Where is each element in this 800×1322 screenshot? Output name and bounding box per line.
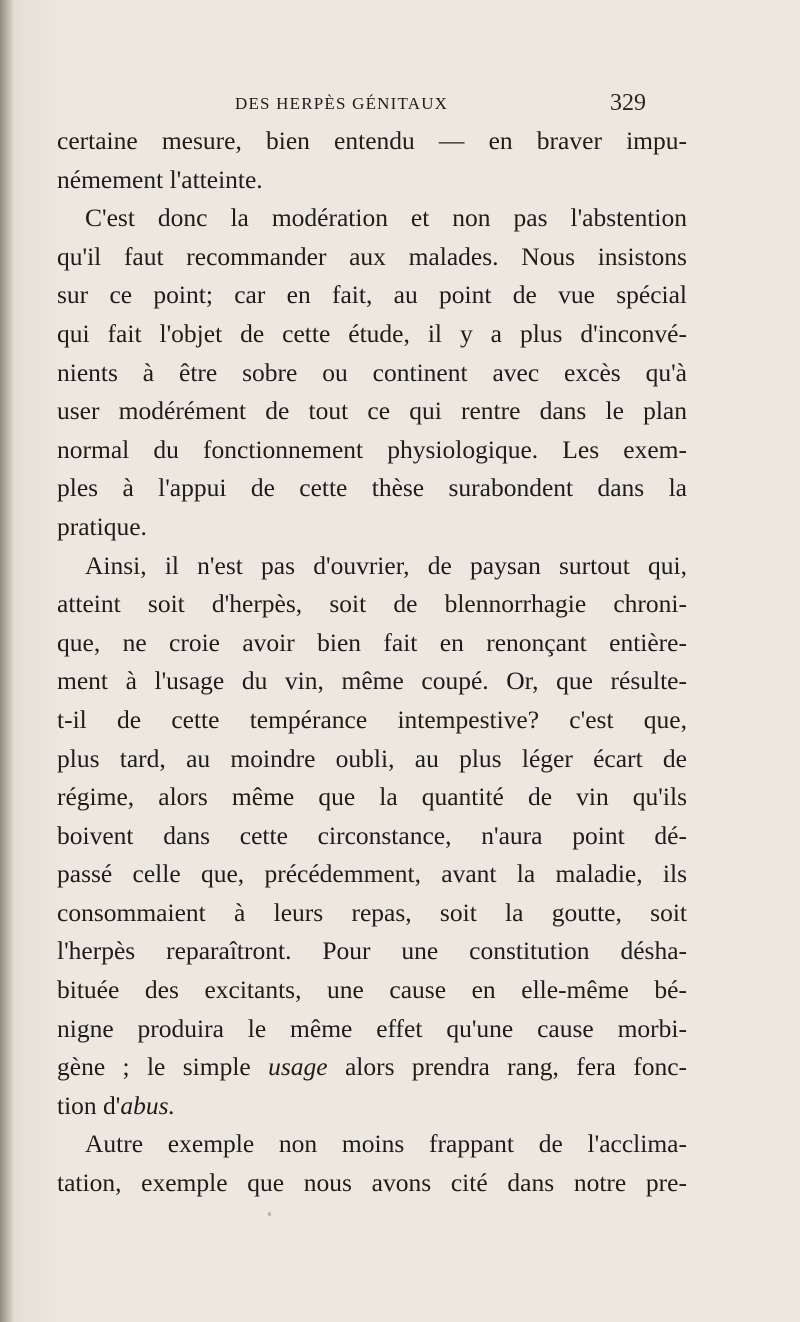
page-number: 329 xyxy=(610,90,646,116)
italic-text: usage xyxy=(268,1052,328,1082)
text-line xyxy=(57,662,687,701)
running-head xyxy=(0,90,800,124)
text-line xyxy=(57,392,687,431)
text-segment: tation, exemple que nous avons cité dans notre pre- xyxy=(57,1168,687,1198)
text-segment: ples à l'appui de cette thèse surabondent dans la xyxy=(57,473,687,503)
italic-text: abus. xyxy=(120,1090,175,1120)
text-line xyxy=(57,778,687,817)
text-segment: t-il de cette tempérance intempestive? c'est que, xyxy=(57,704,687,734)
text-line xyxy=(57,315,687,354)
text-line xyxy=(57,624,687,663)
text-segment: alors prendra rang, fera fonc- xyxy=(327,1052,688,1082)
text-line xyxy=(57,508,687,547)
text-segment: nients à être sobre ou continent avec excès qu'à xyxy=(57,357,687,387)
text-line xyxy=(57,894,687,933)
text-segment: consommaient à leurs repas, soit la goutte, soit xyxy=(57,897,687,927)
text-line xyxy=(57,1125,687,1164)
text-line xyxy=(57,1048,687,1087)
body-text xyxy=(57,122,687,1203)
text-segment: atteint soit d'herpès, soit de blennorrhagie chroni- xyxy=(57,589,687,619)
text-line xyxy=(57,740,687,779)
text-line xyxy=(57,932,687,971)
text-segment: boivent dans cette circonstance, n'aura point dé- xyxy=(57,820,687,850)
text-segment: sur ce point; car en fait, au point de vue spécial xyxy=(57,280,687,310)
text-line xyxy=(57,585,687,624)
text-segment: user modérément de tout ce qui rentre dans le plan xyxy=(57,396,687,426)
text-segment: qu'il faut recommander aux malades. Nous insistons xyxy=(57,241,687,271)
text-line xyxy=(57,817,687,856)
text-line xyxy=(57,469,687,508)
text-segment: l'herpès reparaîtront. Pour une constitution désha- xyxy=(57,936,687,966)
text-segment: C'est donc la modération et non pas l'abstention xyxy=(85,203,687,233)
paper-speck xyxy=(268,1212,271,1216)
text-line xyxy=(57,1087,687,1126)
text-segment: régime, alors même que la quantité de vin qu'ils xyxy=(57,782,687,812)
text-line xyxy=(57,122,687,161)
text-line xyxy=(57,971,687,1010)
text-line xyxy=(57,547,687,586)
text-line xyxy=(57,855,687,894)
text-segment: ment à l'usage du vin, même coupé. Or, que résulte- xyxy=(57,666,687,696)
text-segment: certaine mesure, bien entendu — en braver impu- xyxy=(57,126,687,155)
text-segment: passé celle que, précédemment, avant la maladie, ils xyxy=(57,859,687,889)
text-segment: plus tard, au moindre oubli, au plus léger écart de xyxy=(57,743,687,773)
text-line xyxy=(57,238,687,277)
text-segment: normal du fonctionnement physiologique. Les exem- xyxy=(57,434,687,464)
text-segment: qui fait l'objet de cette étude, il y a plus d'inconvé- xyxy=(57,318,687,348)
text-segment: bituée des excitants, une cause en elle-même bé- xyxy=(57,975,687,1005)
text-segment: gène ; le simple xyxy=(57,1052,269,1082)
text-segment: nigne produira le même effet qu'une cause morbi- xyxy=(57,1013,687,1043)
text-line xyxy=(57,276,687,315)
text-segment: pratique. xyxy=(57,511,147,541)
running-head-title: DES HERPÈS GÉNITAUX xyxy=(235,94,449,113)
text-segment: Autre exemple non moins frappant de l'acclima- xyxy=(85,1129,687,1159)
text-line xyxy=(57,199,687,238)
binding-shadow xyxy=(0,0,14,1322)
text-segment: tion d' xyxy=(57,1090,121,1120)
text-line xyxy=(57,701,687,740)
text-line xyxy=(57,161,687,200)
text-segment: Ainsi, il n'est pas d'ouvrier, de paysan surtout qui, xyxy=(85,550,687,580)
text-line xyxy=(57,354,687,393)
text-line xyxy=(57,1010,687,1049)
text-line xyxy=(57,431,687,470)
text-segment: némement l'atteinte. xyxy=(57,164,263,194)
text-segment: que, ne croie avoir bien fait en renonçant entière- xyxy=(57,627,687,657)
text-line xyxy=(57,1164,687,1203)
